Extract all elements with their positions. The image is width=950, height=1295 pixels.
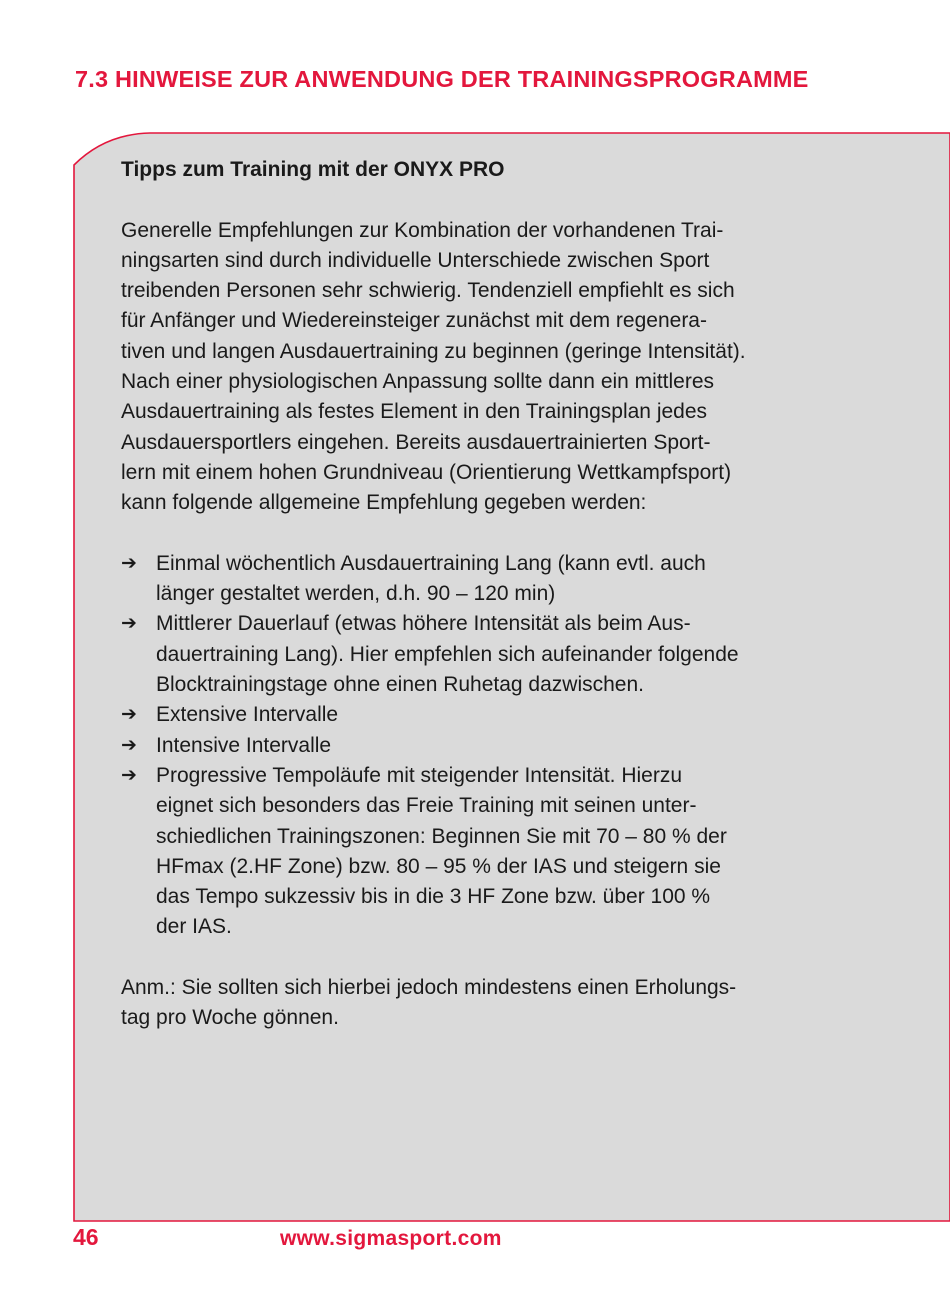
tip-box-title: Tipps zum Training mit der ONYX PRO <box>121 158 505 181</box>
tip-box-content <box>121 155 836 1034</box>
intro-line: Ausdauersportlers eingehen. Bereits ausdauertrainierten Sport- <box>121 430 711 454</box>
arrow-right-icon: ➔ <box>121 704 137 726</box>
intro-line: kann folgende allgemeine Empfehlung gegeben werden: <box>121 491 647 515</box>
list-item <box>121 731 836 761</box>
recommendation-list <box>121 549 836 943</box>
list-item <box>121 700 836 730</box>
paragraph-spacer <box>121 943 836 973</box>
list-item-line: Einmal wöchentlich Ausdauertraining Lang (kann evtl. auch <box>156 551 706 575</box>
arrow-right-icon: ➔ <box>121 552 137 574</box>
note-line: tag pro Woche gönnen. <box>121 1006 339 1030</box>
list-item-line: das Tempo sukzessiv bis in die 3 HF Zone bzw. über 100 % <box>156 885 711 909</box>
intro-line: Nach einer physiologischen Anpassung sollte dann ein mittleres <box>121 370 715 394</box>
list-item-line: eignet sich besonders das Freie Training mit seinen unter- <box>156 794 697 818</box>
list-item <box>121 549 836 610</box>
list-item-line: dauertraining Lang). Hier empfehlen sich aufeinander folgende <box>156 642 739 666</box>
list-item-line: schiedlichen Trainingszonen: Beginnen Sie mit 70 – 80 % der <box>156 824 727 848</box>
list-item <box>121 761 836 943</box>
list-item-line: länger gestaltet werden, d.h. 90 – 120 min) <box>156 582 556 606</box>
arrow-right-icon: ➔ <box>121 613 137 635</box>
note-paragraph <box>121 973 836 1034</box>
intro-line: lern mit einem hohen Grundniveau (Orientierung Wettkampfsport) <box>121 460 732 484</box>
list-item-line: der IAS. <box>156 915 232 939</box>
section-heading: 7.3 HINWEISE ZUR ANWENDUNG DER TRAININGSPROGRAMME <box>75 66 809 92</box>
page-number: 46 <box>73 1224 99 1250</box>
intro-line: für Anfänger und Wiedereinsteiger zunächst mit dem regenera- <box>121 309 707 333</box>
list-item <box>121 609 836 700</box>
intro-paragraph <box>121 216 836 519</box>
list-item-line: Intensive Intervalle <box>156 733 332 757</box>
list-item-line: Mittlerer Dauerlauf (etwas höhere Intensität als beim Aus- <box>156 612 691 636</box>
intro-line: tiven und langen Ausdauertraining zu beginnen (geringe Intensität). <box>121 339 746 363</box>
intro-line: treibenden Personen sehr schwierig. Tendenziell empfiehlt es sich <box>121 279 735 303</box>
list-item-line: Progressive Tempoläufe mit steigender Intensität. Hierzu <box>156 763 683 787</box>
intro-line: Generelle Empfehlungen zur Kombination der vorhandenen Trai- <box>121 218 724 242</box>
intro-line: Ausdauertraining als festes Element in den Trainingsplan jedes <box>121 400 708 424</box>
intro-line: ningsarten sind durch individuelle Unterschiede zwischen Sport <box>121 248 710 272</box>
note-line: Anm.: Sie sollten sich hierbei jedoch mindestens einen Erholungs- <box>121 976 737 1000</box>
list-item-line: Extensive Intervalle <box>156 703 339 727</box>
paragraph-spacer <box>121 519 836 549</box>
list-item-line: Blocktrainingstage ohne einen Ruhetag dazwischen. <box>156 673 644 697</box>
list-item-line: HFmax (2.HF Zone) bzw. 80 – 95 % der IAS und steigern sie <box>156 854 721 878</box>
arrow-right-icon: ➔ <box>121 734 137 756</box>
footer-url: www.sigmasport.com <box>280 1227 502 1250</box>
arrow-right-icon: ➔ <box>121 764 137 786</box>
